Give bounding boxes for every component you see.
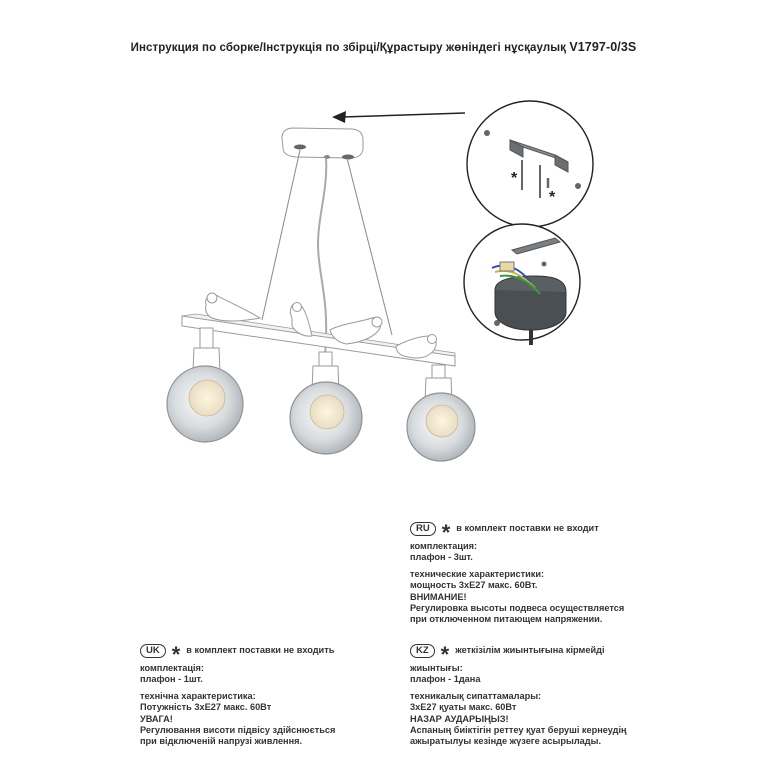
kz-header xyxy=(410,642,627,667)
detail-mounting-bracket xyxy=(467,101,593,227)
lamp-shade-left xyxy=(167,328,243,442)
lamp-shade-right xyxy=(407,365,475,461)
asterisk-icon: * xyxy=(441,520,451,545)
uk-line: УВАГА! xyxy=(140,713,173,724)
ceiling-canopy xyxy=(282,128,363,160)
asterisk-icon: * xyxy=(440,642,450,667)
kz-line: Аспаның биіктігін реттеу қуат беруші кернеудің xyxy=(410,725,627,736)
detail-wiring xyxy=(464,224,580,345)
ru-not-included-note: в комплект поставки не входит xyxy=(456,523,599,534)
ru-line: мощность 3хЕ27 макс. 60Вт. xyxy=(410,580,538,591)
kz-line: НАЗАР АУДАРЫҢЫЗ! xyxy=(410,713,509,724)
ru-line: ВНИМАНИЕ! xyxy=(410,591,467,602)
lamp-shade-center xyxy=(290,352,362,454)
ru-line: технические характеристики: xyxy=(410,568,545,579)
ru-line: при отключенном питающем напряжении. xyxy=(410,614,603,625)
ru-language-badge: RU xyxy=(410,522,436,536)
kz-not-included-note: жеткізілім жиынтығына кірмейді xyxy=(455,645,605,656)
pointer-arrow-icon xyxy=(332,111,465,123)
uk-instructions xyxy=(140,644,335,748)
kz-line: ажыратылуы кезінде жүзеге асырылады. xyxy=(410,736,601,747)
document-title: Инструкция по сборке/Інструкція по збірці/Құрастыру жөніндегі нұсқаулық xyxy=(130,42,567,54)
uk-line: Потужність 3хЕ27 макс. 60Вт xyxy=(140,702,272,713)
ru-header xyxy=(410,520,624,545)
ru-line: плафон - 3шт. xyxy=(410,552,473,563)
asterisk-mark: * xyxy=(549,189,556,206)
kz-line: 3хЕ27 қуаты макс. 60Вт xyxy=(410,702,517,713)
uk-line: плафон - 1шт. xyxy=(140,674,203,685)
kz-line: техникалық сипаттамалары: xyxy=(410,690,542,701)
uk-line: Регулювання висоти підвісу здійснюється xyxy=(140,725,336,736)
uk-not-included-note: в комплект поставки не входить xyxy=(186,645,335,656)
uk-line: технічна характеристика: xyxy=(140,690,256,701)
model-number: V1797-0/3S xyxy=(569,40,637,54)
ru-line: комплектация: xyxy=(410,541,478,551)
uk-line: комплектація: xyxy=(140,663,204,673)
asterisk-icon: * xyxy=(171,642,181,667)
asterisk-mark: * xyxy=(511,170,518,187)
ru-instructions xyxy=(410,522,624,626)
kz-line: плафон - 1дана xyxy=(410,674,481,685)
ru-line: Регулировка высоты подвеса осуществляется xyxy=(410,603,625,614)
uk-header xyxy=(140,642,335,667)
kz-line: жиынтығы: xyxy=(410,663,463,673)
uk-language-badge: UK xyxy=(140,644,166,658)
uk-line: при відключеній напрузі живлення. xyxy=(140,736,303,747)
kz-instructions xyxy=(410,644,627,748)
kz-language-badge: KZ xyxy=(410,644,435,658)
